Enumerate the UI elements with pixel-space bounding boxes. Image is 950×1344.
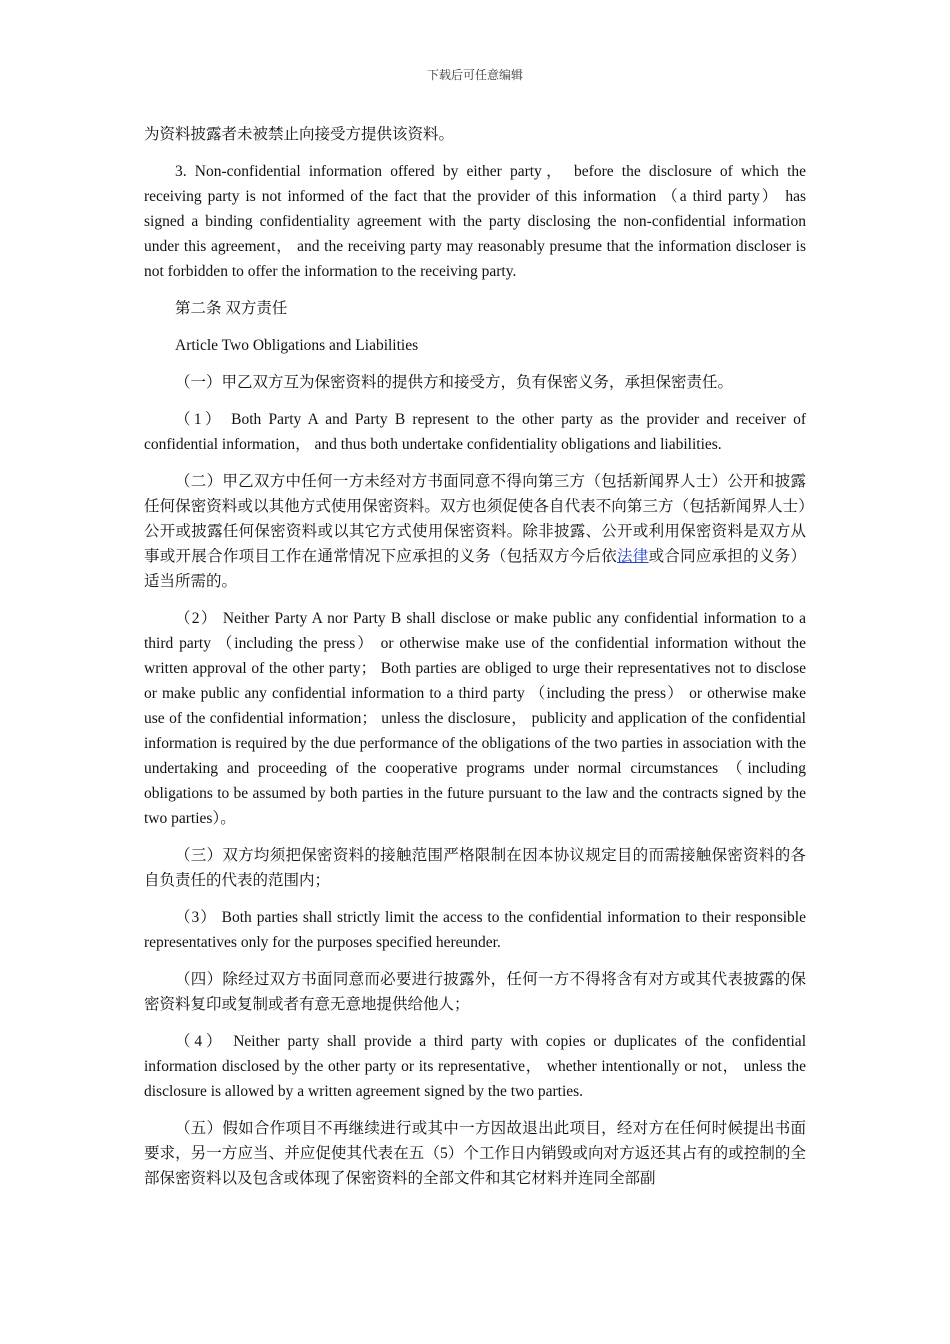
document-body [144, 122, 806, 1203]
paragraph-continuation: 为资料披露者未被禁止向接受方提供该资料。 [144, 126, 455, 143]
clause-3-zh: （三）双方均须把保密资料的接触范围严格限制在因本协议规定目的而需接触保密资料的各自负责任的代表的范围内； [144, 847, 806, 889]
clause-2-zh-text-a: （二）甲乙双方中任何一方未经对方书面同意不得向第三方（包括新闻界人士）公开和披露任何保密资料或以其他方式使用保密资料。双方也须促使各自代表不向第三方（包括新闻界人士）公开或披露任何保密资料或以其它方式使用保密资料。除非披露、公开或利用保密资料是双方从事或开展合作项目工作在通常情况下应承担的义务（包括双方今后依 [144, 473, 806, 565]
clause-2-zh-text-b: 或合同应承担的义务）适当所需的。 [144, 548, 806, 590]
clause-4-en: （4） Neither party shall provide a third party with copies or duplicates of the confidential information disclosed by the other party or its representative， whether intentionally or not， unless the disclosure is allowed by a written agreement signed by the two parties. [144, 1033, 806, 1100]
page-header-note: 下载后可任意编辑 [426, 68, 523, 82]
clause-1-zh: （一）甲乙双方互为保密资料的提供方和接受方，负有保密义务，承担保密责任。 [175, 374, 734, 391]
clause-2-zh [144, 469, 806, 594]
paragraph-en-item-3: 3. Non-confidential information offered by either party， before the disclosure of which the receiving party is not informed of the fact that the provider of this information （a third party） has signed a binding confidentiality agreement with the party disclosing the non-confidential information under this agreement， and the receiving party may reasonably presume that the information discloser is not forbidden to offer the information to the receiving party. [144, 163, 806, 280]
clause-1-en: （1） Both Party A and Party B represent to the other party as the provider and receiver of confidential information， and thus both undertake confidentiality obligations and liabilities. [144, 411, 806, 453]
clause-3-en: （3） Both parties shall strictly limit the access to the confidential information to their responsible representatives only for the purposes specified hereunder. [144, 909, 806, 951]
article-two-heading-en: Article Two Obligations and Liabilities [175, 337, 419, 354]
article-two-heading-zh: 第二条 双方责任 [175, 300, 288, 317]
clause-2-en: （2） Neither Party A nor Party B shall disclose or make public any confidential information to a third party （including the press） or otherwise make use of the confidential information without the written approval of the other party； Both parties are obliged to urge their representatives not to disclose or make public any confidential information to a third party （including the press） or otherwise make use of the confidential information； unless the disclosure， publicity and application of the confidential information is required by the due performance of the obligations of the two parties in association with the undertaking and proceeding of the cooperative programs under normal circumstances （including obligations to be assumed by both parties in the future pursuant to the law and the contracts signed by the two parties）。 [144, 610, 806, 827]
clause-4-zh: （四）除经过双方书面同意而必要进行披露外，任何一方不得将含有对方或其代表披露的保密资料复印或复制或者有意无意地提供给他人； [144, 971, 806, 1013]
law-link[interactable]: 法律 [617, 548, 649, 565]
clause-5-zh: （五）假如合作项目不再继续进行或其中一方因故退出此项目，经对方在任何时候提出书面要求，另一方应当、并应促使其代表在五（5）个工作日内销毁或向对方返还其占有的或控制的全部保密资料以及包含或体现了保密资料的全部文件和其它材料并连同全部副 [144, 1120, 806, 1187]
